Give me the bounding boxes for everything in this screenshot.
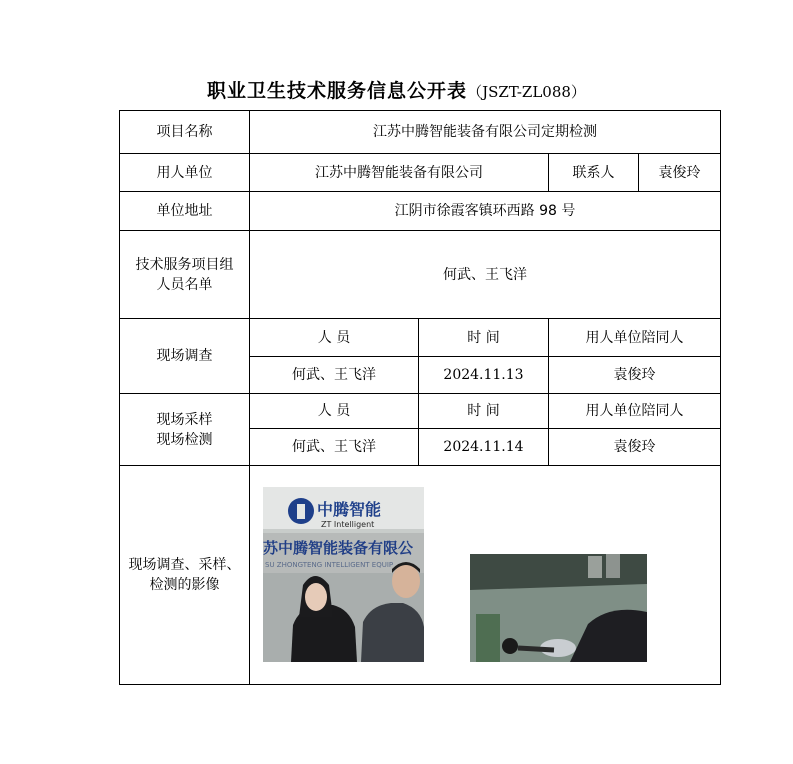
site-survey-photo [263,487,424,662]
sampling-label [120,394,250,466]
page-title [0,76,793,103]
employer-label: 用人单位 [120,154,250,192]
survey-col-people: 人 员 [250,319,419,357]
sampling-time: 2024.11.14 [419,429,549,466]
info-table [119,110,721,685]
row-images [120,466,721,685]
row-survey-header [120,319,721,357]
images-cell [250,466,721,685]
project-value: 江苏中腾智能装备有限公司定期检测 [250,111,721,154]
photo-banner-text: 苏中腾智能装备有限公 [263,539,414,557]
photo-banner-sub: SU ZHONGTENG INTELLIGENT EQUIP [265,561,394,569]
title-text: 职业卫生技术服务信息公开表 [207,80,468,102]
sampling-col-people: 人 员 [250,394,419,429]
row-employer [120,154,721,192]
photo-logo-sub: ZT Intelligent [321,520,375,529]
survey-label: 现场调查 [120,319,250,394]
survey-time: 2024.11.13 [419,357,549,394]
sampling-people: 何武、王飞洋 [250,429,419,466]
images-label-line1: 现场调查、采样、 [128,557,241,573]
images-label-line2: 检测的影像 [149,577,220,593]
sampling-col-time: 时 间 [419,394,549,429]
survey-escort: 袁俊玲 [549,357,721,394]
form-code: （JSZT-ZL088） [467,83,586,101]
team-value: 何武、王飞洋 [250,231,721,319]
sampling-escort: 袁俊玲 [549,429,721,466]
employer-value: 江苏中腾智能装备有限公司 [250,154,549,192]
row-project [120,111,721,154]
site-sampling-photo [470,554,647,662]
row-address [120,192,721,231]
survey-col-time: 时 间 [419,319,549,357]
address-value: 江阴市徐霞客镇环西路 98 号 [250,192,721,231]
address-label: 单位地址 [120,192,250,231]
sampling-col-escort: 用人单位陪同人 [549,394,721,429]
sound-meter-icon [502,638,518,654]
images-label [120,466,250,685]
contact-label: 联系人 [549,154,639,192]
row-sampling-header [120,394,721,429]
survey-people: 何武、王飞洋 [250,357,419,394]
contact-value: 袁俊玲 [639,154,721,192]
project-label: 项目名称 [120,111,250,154]
photo-logo-text: 中腾智能 [317,500,382,519]
sampling-label-line2: 现场检测 [156,431,213,448]
team-label-line2: 人员名单 [156,276,213,293]
survey-col-escort: 用人单位陪同人 [549,319,721,357]
team-label-line1: 技术服务项目组 [135,256,234,273]
sampling-label-line1: 现场采样 [156,411,213,428]
team-label [120,231,250,319]
row-team [120,231,721,319]
